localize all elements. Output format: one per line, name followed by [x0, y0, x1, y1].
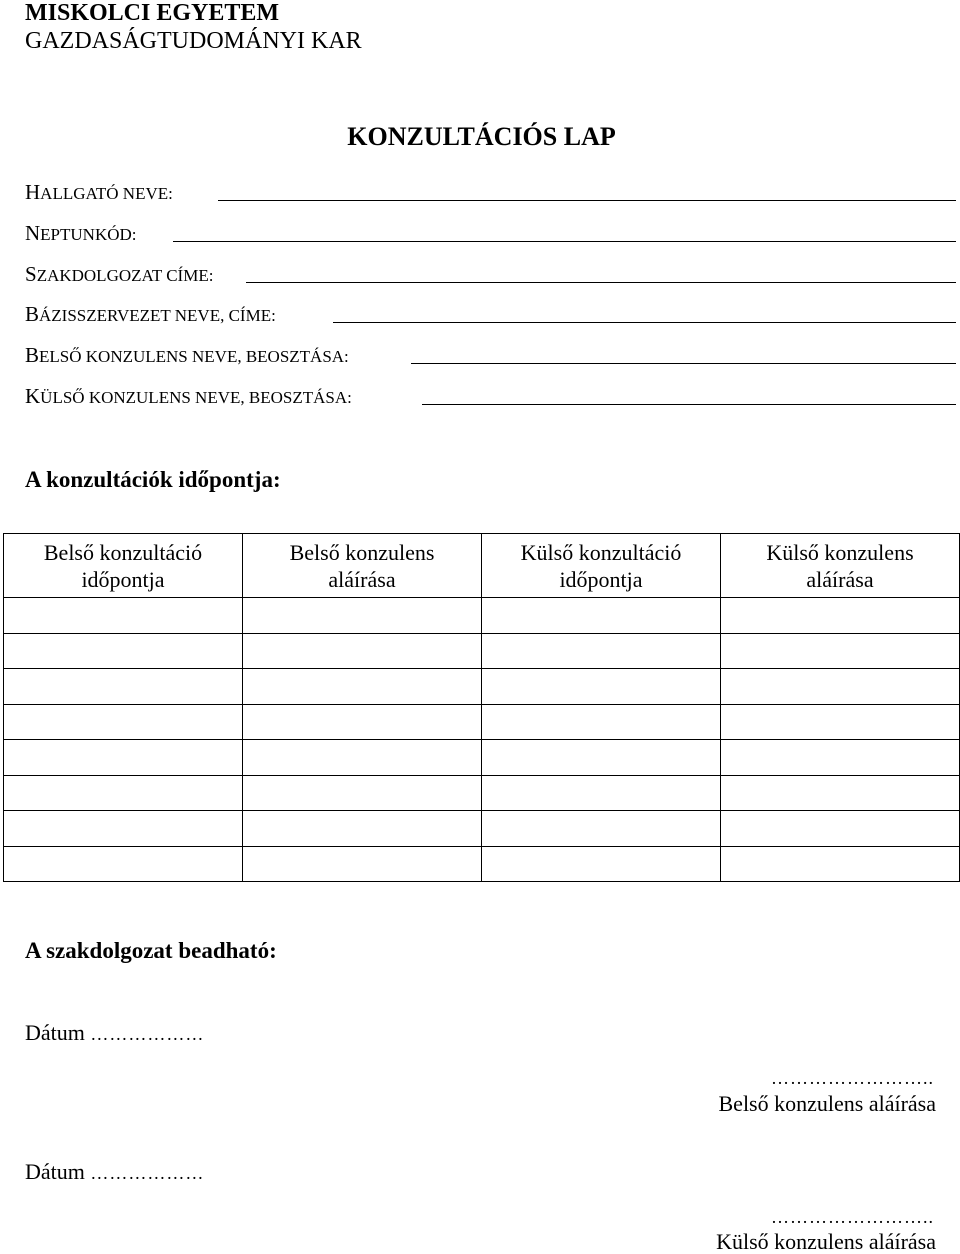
table-cell[interactable] — [243, 633, 482, 669]
date-line-1 — [25, 1021, 204, 1046]
signature-label-internal: Belső konzulens aláírása — [718, 1091, 936, 1116]
table-cell[interactable] — [4, 811, 243, 847]
table-cell[interactable] — [482, 775, 721, 811]
table-cell[interactable] — [721, 633, 960, 669]
table-cell[interactable] — [243, 669, 482, 705]
table-cell[interactable] — [721, 775, 960, 811]
field-label-neptun-code: NEPTUNKÓD: — [25, 221, 137, 245]
consultation-heading: A konzultációk időpontja: — [25, 467, 281, 492]
column-header-external-date: Külső konzultáció időpontja — [482, 534, 721, 598]
field-label-base-organization: BÁZISSZERVEZET NEVE, CÍME: — [25, 302, 276, 326]
consultation-table — [3, 533, 960, 882]
table-cell[interactable] — [482, 633, 721, 669]
table-cell[interactable] — [243, 775, 482, 811]
field-line-thesis-title[interactable] — [246, 282, 956, 283]
faculty-name: GAZDASÁGTUDOMÁNYI KAR — [25, 28, 362, 54]
table-cell[interactable] — [482, 846, 721, 882]
table-cell[interactable] — [482, 811, 721, 847]
field-label-internal-consultant: BELSŐ KONZULENS NEVE, BEOSZTÁSA: — [25, 343, 349, 367]
date-dots[interactable]: ……………… — [90, 1163, 205, 1183]
table-cell[interactable] — [482, 598, 721, 634]
table-row — [4, 633, 960, 669]
column-header-internal-date: Belső konzultáció időpontja — [4, 534, 243, 598]
table-header-row — [4, 534, 960, 598]
date-label: Dátum — [25, 1020, 85, 1045]
table-cell[interactable] — [721, 704, 960, 740]
table-cell[interactable] — [4, 740, 243, 776]
date-label: Dátum — [25, 1159, 85, 1184]
field-line-external-consultant[interactable] — [422, 404, 956, 405]
date-dots[interactable]: ……………… — [90, 1024, 205, 1044]
table-cell[interactable] — [482, 669, 721, 705]
table-cell[interactable] — [243, 704, 482, 740]
table-row — [4, 669, 960, 705]
field-label-student-name: HALLGATÓ NEVE: — [25, 180, 173, 204]
signature-dots-external[interactable]: …………………….. — [771, 1207, 934, 1227]
table-cell[interactable] — [4, 598, 243, 634]
field-line-internal-consultant[interactable] — [411, 363, 956, 364]
table-cell[interactable] — [721, 811, 960, 847]
field-label-thesis-title: SZAKDOLGOZAT CÍME: — [25, 262, 214, 286]
field-line-neptun-code[interactable] — [173, 241, 956, 242]
table-row — [4, 811, 960, 847]
column-header-external-signature: Külső konzulens aláírása — [721, 534, 960, 598]
signature-dots-internal[interactable]: …………………….. — [771, 1068, 934, 1088]
table-cell[interactable] — [4, 633, 243, 669]
university-name: MISKOLCI EGYETEM — [25, 0, 280, 26]
field-label-external-consultant: KÜLSŐ KONZULENS NEVE, BEOSZTÁSA: — [25, 384, 352, 408]
table-cell[interactable] — [4, 846, 243, 882]
table-cell[interactable] — [4, 775, 243, 811]
table-cell[interactable] — [721, 669, 960, 705]
submission-heading: A szakdolgozat beadható: — [25, 938, 277, 963]
table-row — [4, 740, 960, 776]
table-row — [4, 846, 960, 882]
table-row — [4, 704, 960, 740]
table-cell[interactable] — [243, 811, 482, 847]
table-cell[interactable] — [243, 740, 482, 776]
table-cell[interactable] — [4, 669, 243, 705]
field-line-student-name[interactable] — [218, 200, 956, 201]
document-title: KONZULTÁCIÓS LAP — [347, 122, 616, 151]
table-row — [4, 775, 960, 811]
table-cell[interactable] — [482, 704, 721, 740]
table-row — [4, 598, 960, 634]
table-cell[interactable] — [243, 846, 482, 882]
table-cell[interactable] — [482, 740, 721, 776]
table-cell[interactable] — [243, 598, 482, 634]
field-line-base-organization[interactable] — [333, 322, 956, 323]
column-header-internal-signature: Belső konzulens aláírása — [243, 534, 482, 598]
table-cell[interactable] — [721, 740, 960, 776]
table-cell[interactable] — [721, 598, 960, 634]
table-cell[interactable] — [4, 704, 243, 740]
table-cell[interactable] — [721, 846, 960, 882]
date-line-2 — [25, 1160, 204, 1185]
signature-label-external: Külső konzulens aláírása — [716, 1229, 936, 1254]
